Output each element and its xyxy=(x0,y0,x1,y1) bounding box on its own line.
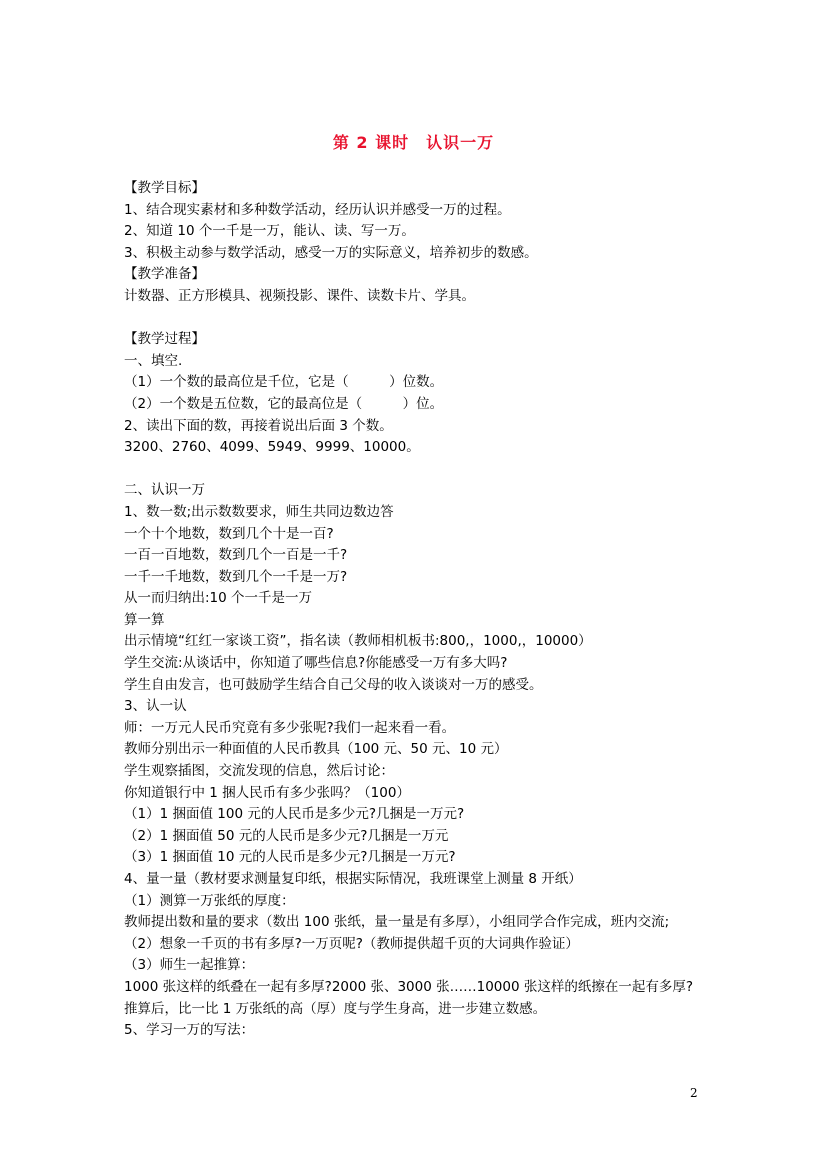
text-line: 1、数一数;出示数数要求，师生共同边数边答 xyxy=(124,503,394,520)
text-line: 学生自由发言，也可鼓励学生结合自己父母的收入谈谈对一万的感受。 xyxy=(124,676,543,693)
text-line: 学生观察插图，交流发现的信息，然后讨论： xyxy=(124,763,394,780)
text-line: 3200、2760、4099、5949、9999、10000。 xyxy=(124,439,420,456)
text-line: 【教学过程】 xyxy=(124,331,205,348)
text-line: 从一而归纳出:10 个一千是一万 xyxy=(124,590,313,607)
text-line: （3）1 捆面值 10 元的人民币是多少元?几捆是一万元? xyxy=(124,849,456,866)
text-line: 5、学习一万的写法： xyxy=(124,1022,255,1039)
text-line: 【教学准备】 xyxy=(124,266,205,283)
text-line: （2）1 捆面值 50 元的人民币是多少元?几捆是一万元 xyxy=(124,827,449,844)
text-line: （2）一个数是五位数，它的最高位是（ ）位。 xyxy=(124,395,444,412)
text-line: （2）想象一千页的书有多厚?一万页呢?（教师提供超千页的大词典作验证） xyxy=(124,935,579,952)
text-line: 算一算 xyxy=(124,611,165,628)
text-line: （3）师生一起推算： xyxy=(124,957,255,974)
text-line: 2、读出下面的数，再接着说出后面 3 个数。 xyxy=(124,417,393,434)
text-line: 3、积极主动参与数学活动，感受一万的实际意义，培养初步的数感。 xyxy=(124,244,538,261)
text-line: 一、填空. xyxy=(124,352,183,369)
text-line: 推算后，比一比 1 万张纸的高（厚）度与学生身高，进一步建立数感。 xyxy=(124,1000,547,1017)
text-line: 教师分别出示一种面值的人民币教具（100 元、50 元、10 元） xyxy=(124,741,508,758)
text-line: 一个十个地数，数到几个十是一百? xyxy=(124,525,334,542)
text-line: （1）一个数的最高位是千位，它是（ ）位数。 xyxy=(124,374,444,391)
blank-line xyxy=(124,308,714,330)
text-line: 1000 张这样的纸叠在一起有多厚?2000 张、3000 张……10000 张这样的纸擦在一起有多厚? xyxy=(124,978,694,995)
page-title: 第 2 课时 认识一万 xyxy=(332,133,495,152)
text-line: （1）测算一万张纸的厚度： xyxy=(124,892,295,909)
text-line: （1）1 捆面值 100 元的人民币是多少元?几捆是一万元? xyxy=(124,806,465,823)
blank-line xyxy=(124,459,714,481)
text-line: 你知道银行中 1 捆人民币有多少张吗？（100） xyxy=(124,784,410,801)
text-line: 2、知道 10 个一千是一万，能认、读、写一万。 xyxy=(124,223,415,240)
text-line: 一百一百地数，数到几个一百是一千? xyxy=(124,547,348,564)
text-line: 学生交流:从谈话中，你知道了哪些信息?你能感受一万有多大吗? xyxy=(124,655,508,672)
text-line: 教师提出数和量的要求（数出 100 张纸，量一量是有多厚），小组同学合作完成，班内交流; xyxy=(124,914,670,931)
text-line: 出示情境“红红一家谈工资”，指名读（教师相机板书:800,，1000,，10000） xyxy=(124,633,592,650)
document-body xyxy=(124,178,714,1042)
text-line: 1、结合现实素材和多种数学活动，经历认识并感受一万的过程。 xyxy=(124,201,511,218)
text-line: 计数器、正方形模具、视频投影、课件、读数卡片、学具。 xyxy=(124,287,475,304)
text-line: 师：一万元人民币究竟有多少张呢?我们一起来看一看。 xyxy=(124,719,456,736)
text-line: 二、认识一万 xyxy=(124,482,205,499)
text-line: 一千一千地数，数到几个一千是一万? xyxy=(124,568,348,585)
text-line: 【教学目标】 xyxy=(124,180,205,196)
text-line: 3、认一认 xyxy=(124,698,187,715)
page-number: 2 xyxy=(690,1086,698,1100)
text-line: 4、量一量（教材要求测量复印纸，根据实际情况，我班课堂上测量 8 开纸） xyxy=(124,871,582,887)
